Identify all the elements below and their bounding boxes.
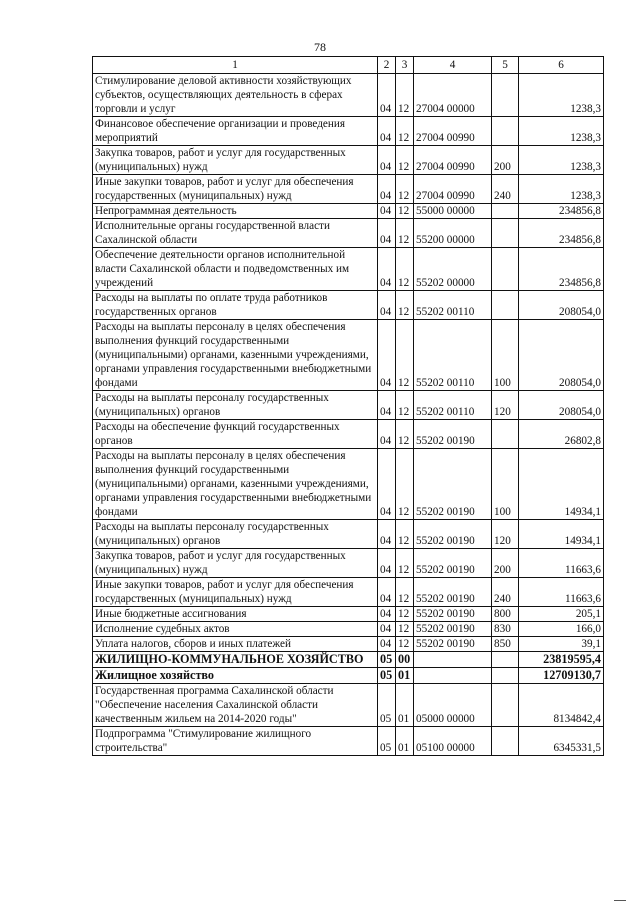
row-name-cell: Непрограммная деятельность [93, 204, 378, 219]
row-target-article-cell: 55202 00190 [414, 578, 492, 607]
row-target-article-cell: 55202 00110 [414, 391, 492, 420]
row-amount-cell: 234856,8 [519, 248, 604, 291]
budget-table [92, 56, 604, 756]
table-row [93, 449, 604, 520]
row-section-cell: 04 [378, 74, 396, 117]
row-name-cell: Расходы на выплаты персоналу в целях обеспечения выполнения функций государственными (муниципальными) органами, казенными учреждениями, органами управления государственными внебюджетными фондами [93, 449, 378, 520]
table-header-row [93, 57, 604, 74]
row-subsection-cell: 12 [396, 320, 414, 391]
row-target-article-cell: 55202 00110 [414, 291, 492, 320]
table-row [93, 219, 604, 248]
table-row [93, 420, 604, 449]
row-subsection-cell: 12 [396, 637, 414, 652]
row-expense-type-cell: 240 [492, 175, 519, 204]
row-amount-cell: 234856,8 [519, 219, 604, 248]
row-section-cell: 04 [378, 637, 396, 652]
row-amount-cell: 11663,6 [519, 549, 604, 578]
row-name-cell: Иные закупки товаров, работ и услуг для обеспечения государственных (муниципальных) нужд [93, 175, 378, 204]
row-target-article-cell: 55202 00190 [414, 449, 492, 520]
row-section-cell: 04 [378, 117, 396, 146]
header-cell-amount: 6 [519, 57, 604, 74]
row-section-cell: 05 [378, 684, 396, 727]
row-expense-type-cell: 850 [492, 637, 519, 652]
row-target-article-cell: 55202 00190 [414, 420, 492, 449]
row-expense-type-cell [492, 117, 519, 146]
row-section-cell: 04 [378, 146, 396, 175]
corner-mark [614, 900, 626, 901]
row-name-cell: Закупка товаров, работ и услуг для государственных (муниципальных) нужд [93, 549, 378, 578]
row-section-cell: 04 [378, 248, 396, 291]
row-section-cell: 04 [378, 607, 396, 622]
row-name-cell: Иные закупки товаров, работ и услуг для обеспечения государственных (муниципальных) нужд [93, 578, 378, 607]
row-expense-type-cell [492, 204, 519, 219]
row-amount-cell: 14934,1 [519, 520, 604, 549]
row-amount-cell: 205,1 [519, 607, 604, 622]
row-target-article-cell: 27004 00000 [414, 74, 492, 117]
row-expense-type-cell [492, 420, 519, 449]
row-subsection-cell: 12 [396, 117, 414, 146]
row-section-cell: 05 [378, 668, 396, 684]
header-cell-subsection: 3 [396, 57, 414, 74]
row-expense-type-cell: 800 [492, 607, 519, 622]
row-name-cell: Расходы на выплаты персоналу государственных (муниципальных) органов [93, 391, 378, 420]
row-name-cell: ЖИЛИЩНО-КОММУНАЛЬНОЕ ХОЗЯЙСТВО [93, 652, 378, 668]
row-section-cell: 05 [378, 727, 396, 756]
row-subsection-cell: 12 [396, 74, 414, 117]
row-expense-type-cell [492, 74, 519, 117]
row-section-cell: 04 [378, 622, 396, 637]
row-section-cell: 04 [378, 219, 396, 248]
row-name-cell: Стимулирование деловой активности хозяйствующих субъектов, осуществляющих деятельность в сферах торговли и услуг [93, 74, 378, 117]
row-subsection-cell: 12 [396, 420, 414, 449]
row-name-cell: Исполнительные органы государственной власти Сахалинской области [93, 219, 378, 248]
row-target-article-cell [414, 652, 492, 668]
table-row [93, 146, 604, 175]
row-section-cell: 04 [378, 549, 396, 578]
row-target-article-cell: 05100 00000 [414, 727, 492, 756]
row-section-cell: 04 [378, 578, 396, 607]
header-cell-expense-type: 5 [492, 57, 519, 74]
row-name-cell: Государственная программа Сахалинской области "Обеспечение населения Сахалинской области качественным жильем на 2014-2020 годы" [93, 684, 378, 727]
row-subsection-cell: 12 [396, 607, 414, 622]
table-row [93, 391, 604, 420]
row-amount-cell: 208054,0 [519, 391, 604, 420]
table-row [93, 727, 604, 756]
row-amount-cell: 208054,0 [519, 320, 604, 391]
row-expense-type-cell [492, 248, 519, 291]
row-section-cell: 04 [378, 449, 396, 520]
row-amount-cell: 26802,8 [519, 420, 604, 449]
table-row [93, 607, 604, 622]
row-amount-cell: 208054,0 [519, 291, 604, 320]
row-name-cell: Расходы на обеспечение функций государственных органов [93, 420, 378, 449]
row-expense-type-cell: 120 [492, 520, 519, 549]
row-name-cell: Финансовое обеспечение организации и проведения мероприятий [93, 117, 378, 146]
row-subsection-cell: 12 [396, 146, 414, 175]
header-cell-name: 1 [93, 57, 378, 74]
row-expense-type-cell: 200 [492, 146, 519, 175]
row-section-cell: 04 [378, 291, 396, 320]
row-target-article-cell: 27004 00990 [414, 117, 492, 146]
table-row [93, 549, 604, 578]
row-target-article-cell: 55202 00190 [414, 637, 492, 652]
row-name-cell: Расходы на выплаты персоналу государственных (муниципальных) органов [93, 520, 378, 549]
row-section-cell: 04 [378, 320, 396, 391]
row-name-cell: Иные бюджетные ассигнования [93, 607, 378, 622]
row-expense-type-cell: 240 [492, 578, 519, 607]
row-expense-type-cell [492, 219, 519, 248]
row-expense-type-cell: 830 [492, 622, 519, 637]
row-amount-cell: 12709130,7 [519, 668, 604, 684]
row-target-article-cell: 27004 00990 [414, 175, 492, 204]
row-amount-cell: 39,1 [519, 637, 604, 652]
row-target-article-cell: 55202 00000 [414, 248, 492, 291]
row-section-cell: 04 [378, 391, 396, 420]
row-subsection-cell: 01 [396, 668, 414, 684]
row-expense-type-cell [492, 652, 519, 668]
page-number: 78 [314, 40, 326, 54]
table-row [93, 117, 604, 146]
table-row [93, 622, 604, 637]
header-cell-section: 2 [378, 57, 396, 74]
row-target-article-cell: 55202 00190 [414, 549, 492, 578]
row-amount-cell: 8134842,4 [519, 684, 604, 727]
row-subsection-cell: 00 [396, 652, 414, 668]
row-name-cell: Расходы на выплаты по оплате труда работников государственных органов [93, 291, 378, 320]
table-row [93, 248, 604, 291]
row-section-cell: 04 [378, 175, 396, 204]
row-target-article-cell: 27004 00990 [414, 146, 492, 175]
row-expense-type-cell [492, 727, 519, 756]
table-row [93, 74, 604, 117]
header-cell-target-article: 4 [414, 57, 492, 74]
row-name-cell: Исполнение судебных актов [93, 622, 378, 637]
row-target-article-cell: 05000 00000 [414, 684, 492, 727]
table-row [93, 204, 604, 219]
table-row [93, 668, 604, 684]
table-body [93, 74, 604, 756]
row-expense-type-cell: 120 [492, 391, 519, 420]
row-amount-cell: 1238,3 [519, 117, 604, 146]
row-subsection-cell: 12 [396, 204, 414, 219]
row-section-cell: 04 [378, 420, 396, 449]
row-name-cell: Подпрограмма "Стимулирование жилищного строительства" [93, 727, 378, 756]
row-subsection-cell: 12 [396, 291, 414, 320]
row-subsection-cell: 12 [396, 520, 414, 549]
row-target-article-cell: 55202 00190 [414, 622, 492, 637]
row-name-cell: Уплата налогов, сборов и иных платежей [93, 637, 378, 652]
row-subsection-cell: 12 [396, 175, 414, 204]
row-expense-type-cell: 100 [492, 320, 519, 391]
row-target-article-cell: 55202 00110 [414, 320, 492, 391]
table-row [93, 291, 604, 320]
row-amount-cell: 234856,8 [519, 204, 604, 219]
row-amount-cell: 1238,3 [519, 74, 604, 117]
row-subsection-cell: 12 [396, 578, 414, 607]
row-name-cell: Обеспечение деятельности органов исполнительной власти Сахалинской области и подведомственных им учреждений [93, 248, 378, 291]
row-amount-cell: 6345331,5 [519, 727, 604, 756]
row-amount-cell: 23819595,4 [519, 652, 604, 668]
row-amount-cell: 166,0 [519, 622, 604, 637]
row-expense-type-cell: 200 [492, 549, 519, 578]
row-subsection-cell: 01 [396, 684, 414, 727]
row-name-cell: Жилищное хозяйство [93, 668, 378, 684]
row-expense-type-cell [492, 668, 519, 684]
table-row [93, 175, 604, 204]
row-target-article-cell [414, 668, 492, 684]
row-section-cell: 04 [378, 204, 396, 219]
table-row [93, 684, 604, 727]
row-section-cell: 05 [378, 652, 396, 668]
row-subsection-cell: 12 [396, 248, 414, 291]
row-subsection-cell: 12 [396, 449, 414, 520]
row-name-cell: Закупка товаров, работ и услуг для государственных (муниципальных) нужд [93, 146, 378, 175]
row-subsection-cell: 01 [396, 727, 414, 756]
row-subsection-cell: 12 [396, 219, 414, 248]
row-subsection-cell: 12 [396, 622, 414, 637]
table-row [93, 520, 604, 549]
row-name-cell: Расходы на выплаты персоналу в целях обеспечения выполнения функций государственными (муниципальными) органами, казенными учреждениями, органами управления государственными внебюджетными фондами [93, 320, 378, 391]
row-subsection-cell: 12 [396, 391, 414, 420]
table-row [93, 578, 604, 607]
row-expense-type-cell: 100 [492, 449, 519, 520]
row-target-article-cell: 55202 00190 [414, 607, 492, 622]
table-row [93, 637, 604, 652]
row-target-article-cell: 55000 00000 [414, 204, 492, 219]
row-amount-cell: 1238,3 [519, 146, 604, 175]
row-expense-type-cell [492, 684, 519, 727]
row-target-article-cell: 55202 00190 [414, 520, 492, 549]
row-amount-cell: 14934,1 [519, 449, 604, 520]
table-row [93, 320, 604, 391]
row-target-article-cell: 55200 00000 [414, 219, 492, 248]
row-expense-type-cell [492, 291, 519, 320]
row-amount-cell: 1238,3 [519, 175, 604, 204]
row-section-cell: 04 [378, 520, 396, 549]
table-row [93, 652, 604, 668]
row-amount-cell: 11663,6 [519, 578, 604, 607]
row-subsection-cell: 12 [396, 549, 414, 578]
